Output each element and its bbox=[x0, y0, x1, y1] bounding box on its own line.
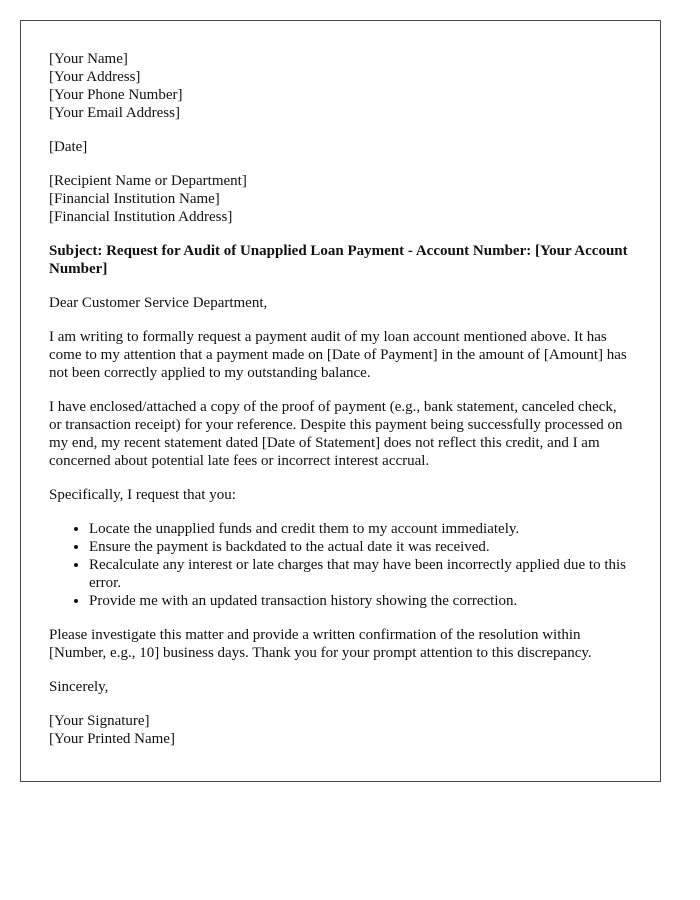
sender-name: [Your Name] bbox=[49, 51, 128, 67]
sender-phone: [Your Phone Number] bbox=[49, 87, 183, 103]
request-item: • Recalculate any interest or late charges that may have been incorrectly applied due to this error. bbox=[89, 556, 632, 592]
signature-line: [Your Signature] bbox=[49, 713, 150, 729]
paragraph-closing: Please investigate this matter and provide a written confirmation of the resolution within [Number, e.g., 10] business days. Thank you for your prompt attention to this discrepancy. bbox=[49, 627, 592, 661]
recipient-institution: [Financial Institution Name] bbox=[49, 191, 220, 207]
printed-name: [Your Printed Name] bbox=[49, 731, 175, 747]
paragraph-intro: I am writing to formally request a payment audit of my loan account mentioned above. It has come to my attention that a payment made on [Date of Payment] in the amount of [Amount] has not been correctly applied to my outstanding balance. bbox=[49, 329, 627, 381]
request-item: • Locate the unapplied funds and credit them to my account immediately. bbox=[89, 520, 632, 538]
sender-email: [Your Email Address] bbox=[49, 105, 180, 121]
sender-address: [Your Address] bbox=[49, 69, 141, 85]
letter-page bbox=[20, 20, 661, 782]
request-item: • Ensure the payment is backdated to the actual date it was received. bbox=[89, 538, 632, 556]
request-item: • Provide me with an updated transaction history showing the correction. bbox=[89, 592, 632, 610]
date-block bbox=[49, 138, 632, 156]
recipient-name: [Recipient Name or Department] bbox=[49, 173, 247, 189]
sender-block bbox=[49, 50, 632, 122]
signature-block bbox=[49, 712, 632, 748]
sign-off: Sincerely, bbox=[49, 679, 109, 695]
paragraph-request-lead: Specifically, I request that you: bbox=[49, 487, 236, 503]
recipient-address: [Financial Institution Address] bbox=[49, 209, 233, 225]
recipient-block bbox=[49, 172, 632, 226]
paragraph-proof: I have enclosed/attached a copy of the proof of payment (e.g., bank statement, canceled check, or transaction receipt) for your reference. Despite this payment being successfully processed on my end, my recent statement dated [Date of Statement] does not reflect this credit, and I am concerned about potential late fees or incorrect interest accrual. bbox=[49, 399, 623, 469]
subject-line: Subject: Request for Audit of Unapplied Loan Payment - Account Number: [Your Account Number] bbox=[49, 243, 628, 277]
salutation: Dear Customer Service Department, bbox=[49, 295, 268, 311]
request-list bbox=[49, 520, 632, 610]
letter-date: [Date] bbox=[49, 139, 88, 155]
